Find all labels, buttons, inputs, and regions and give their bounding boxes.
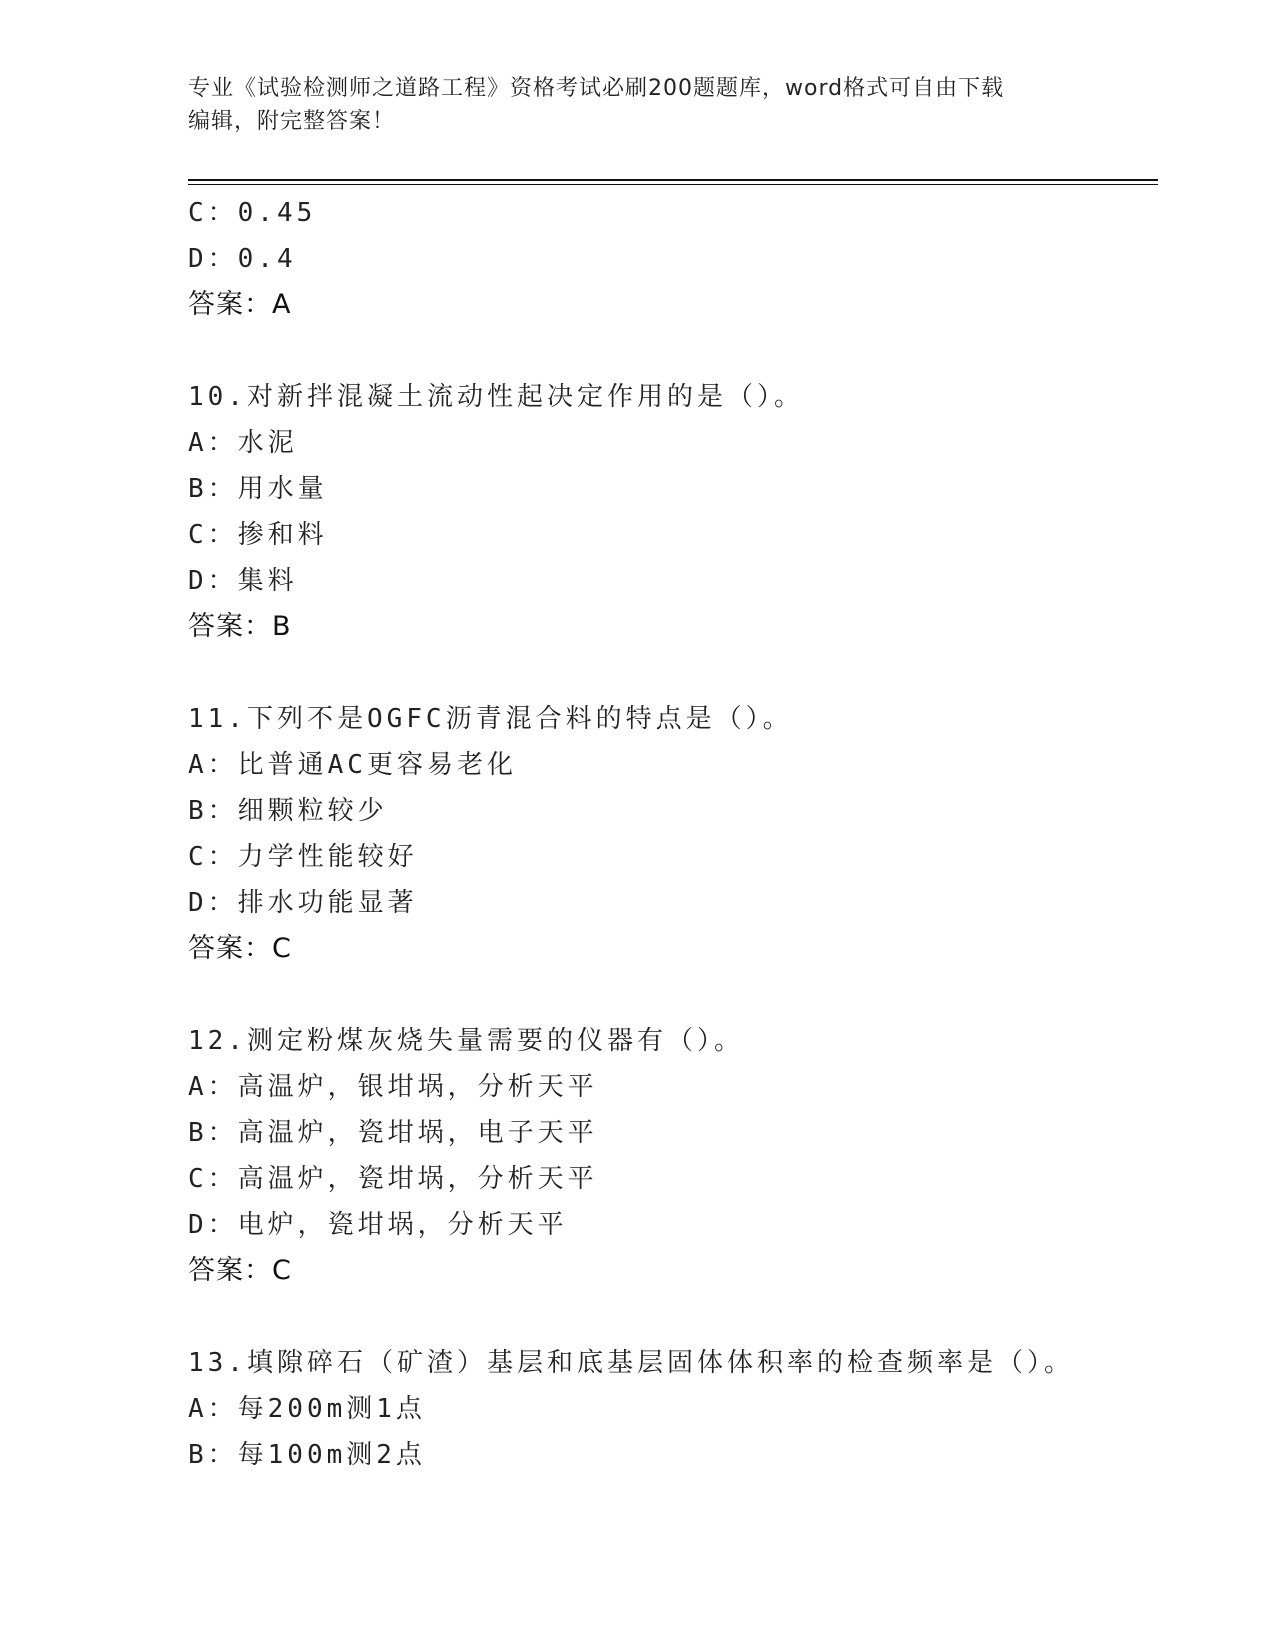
header-title-line-1: 专业《试验检测师之道路工程》资格考试必刷200题题库，word格式可自由下载: [188, 76, 1005, 101]
spacer: [188, 1294, 1158, 1340]
question-13: [188, 1340, 1158, 1478]
option-c: C：0.45: [188, 198, 317, 228]
question-list: [188, 190, 1158, 1478]
question-stem: 12.测定粉煤灰烧失量需要的仪器有（）。: [188, 1026, 744, 1056]
header-divider-thin: [188, 184, 1158, 185]
option-a: A：每200m测1点: [188, 1394, 426, 1424]
option-c: C：高温炉，瓷坩埚，分析天平: [188, 1164, 598, 1194]
spacer: [188, 972, 1158, 1018]
question-12: [188, 1018, 1158, 1294]
question-11: [188, 696, 1158, 972]
option-b: B：高温炉，瓷坩埚，电子天平: [188, 1118, 598, 1148]
option-d: D：电炉，瓷坩埚，分析天平: [188, 1210, 568, 1240]
question-stem: 10.对新拌混凝土流动性起决定作用的是（）。: [188, 382, 804, 412]
answer: 答案：C: [188, 933, 292, 964]
option-c: C：掺和料: [188, 520, 328, 550]
question-10: [188, 374, 1158, 650]
option-c: C：力学性能较好: [188, 842, 418, 872]
spacer: [188, 650, 1158, 696]
answer: 答案：C: [188, 1255, 292, 1286]
question-stem: 13.填隙碎石（矿渣）基层和底基层固体体积率的检查频率是（）。: [188, 1348, 1074, 1378]
option-d: D：0.4: [188, 244, 297, 274]
answer: 答案：A: [188, 289, 292, 320]
question-9-tail: [188, 190, 1158, 328]
option-a: A：高温炉，银坩埚，分析天平: [188, 1072, 598, 1102]
page-header: [188, 72, 1108, 138]
option-d: D：集料: [188, 566, 298, 596]
option-a: A：比普通AC更容易老化: [188, 750, 517, 780]
answer: 答案：B: [188, 611, 292, 642]
spacer: [188, 328, 1158, 374]
option-a: A：水泥: [188, 428, 298, 458]
header-title-line-2: 编辑，附完整答案！: [188, 109, 396, 134]
option-b: B：用水量: [188, 474, 328, 504]
option-b: B：每100m测2点: [188, 1440, 426, 1470]
question-stem: 11.下列不是OGFC沥青混合料的特点是（）。: [188, 704, 793, 734]
header-divider-thick: [188, 179, 1158, 181]
option-d: D：排水功能显著: [188, 888, 418, 918]
option-b: B：细颗粒较少: [188, 796, 388, 826]
